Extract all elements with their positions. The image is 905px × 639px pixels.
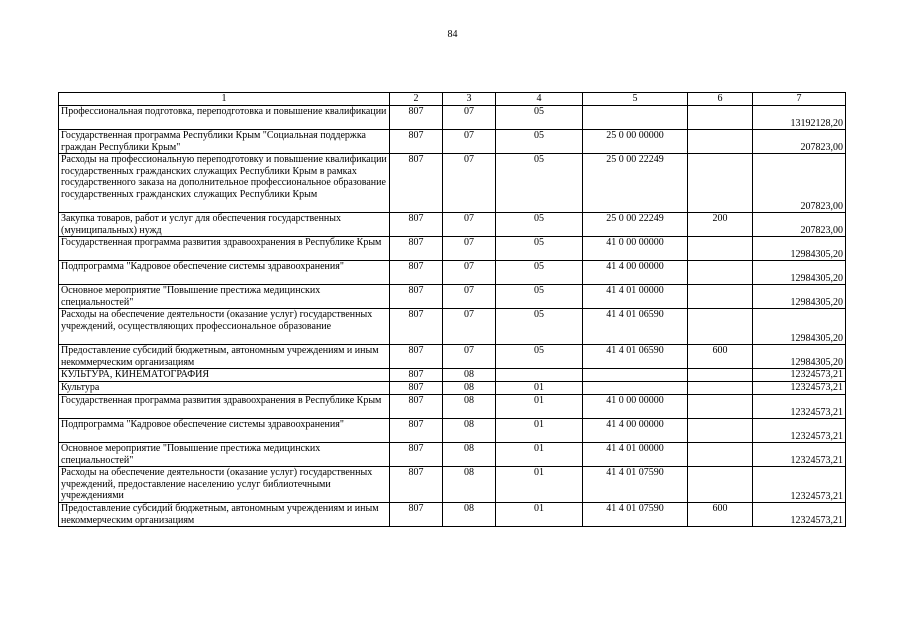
table-row [59, 443, 846, 467]
row-sum-cell: 12324573,21 [753, 467, 846, 503]
row-code-cell: 01 [496, 395, 583, 419]
row-name-cell: Основное мероприятие "Повышение престижа медицинских специальностей" [59, 443, 390, 467]
row-name-cell: Государственная программа Республики Крым "Социальная поддержка граждан Республики Крым" [59, 130, 390, 154]
row-code-cell: 01 [496, 503, 583, 527]
row-code-cell: 600 [688, 345, 753, 369]
row-sum-cell: 12984305,20 [753, 285, 846, 309]
row-sum-cell: 12324573,21 [753, 395, 846, 419]
row-name-cell: КУЛЬТУРА, КИНЕМАТОГРАФИЯ [59, 369, 390, 382]
table-row [59, 345, 846, 369]
header-cell: 4 [496, 93, 583, 106]
row-code-cell: 807 [390, 130, 443, 154]
row-code-cell: 01 [496, 443, 583, 467]
row-code-cell [688, 395, 753, 419]
row-code-cell: 807 [390, 382, 443, 395]
row-code-cell: 41 4 01 06590 [583, 345, 688, 369]
row-code-cell [496, 369, 583, 382]
row-code-cell: 05 [496, 106, 583, 130]
table-row [59, 382, 846, 395]
row-code-cell: 05 [496, 345, 583, 369]
row-code-cell: 08 [443, 467, 496, 503]
row-code-cell: 07 [443, 345, 496, 369]
header-cell: 1 [59, 93, 390, 106]
table-row [59, 237, 846, 261]
row-code-cell: 807 [390, 419, 443, 443]
header-cell: 7 [753, 93, 846, 106]
row-code-cell: 08 [443, 443, 496, 467]
row-code-cell: 807 [390, 369, 443, 382]
row-code-cell: 807 [390, 237, 443, 261]
budget-table [58, 92, 846, 527]
row-code-cell: 08 [443, 369, 496, 382]
header-cell: 3 [443, 93, 496, 106]
row-sum-cell: 207823,00 [753, 130, 846, 154]
row-code-cell: 807 [390, 467, 443, 503]
row-sum-cell: 12324573,21 [753, 503, 846, 527]
row-code-cell: 07 [443, 309, 496, 345]
row-code-cell: 807 [390, 261, 443, 285]
row-code-cell: 08 [443, 503, 496, 527]
table-row [59, 154, 846, 213]
row-code-cell [688, 106, 753, 130]
row-code-cell: 41 4 01 06590 [583, 309, 688, 345]
table-body [59, 106, 846, 527]
table-row [59, 213, 846, 237]
row-code-cell [688, 443, 753, 467]
header-cell: 2 [390, 93, 443, 106]
row-code-cell: 08 [443, 395, 496, 419]
row-code-cell: 01 [496, 419, 583, 443]
row-sum-cell: 207823,00 [753, 213, 846, 237]
row-code-cell: 01 [496, 382, 583, 395]
row-code-cell: 05 [496, 213, 583, 237]
row-sum-cell: 12324573,21 [753, 382, 846, 395]
table-row [59, 395, 846, 419]
row-sum-cell: 12324573,21 [753, 419, 846, 443]
table-row [59, 106, 846, 130]
row-name-cell: Основное мероприятие "Повышение престижа медицинских специальностей" [59, 285, 390, 309]
row-code-cell [688, 309, 753, 345]
row-code-cell: 807 [390, 106, 443, 130]
row-code-cell: 25 0 00 22249 [583, 213, 688, 237]
table-row [59, 369, 846, 382]
row-code-cell [688, 369, 753, 382]
row-sum-cell: 12324573,21 [753, 443, 846, 467]
table-row [59, 285, 846, 309]
row-code-cell: 807 [390, 154, 443, 213]
table-row [59, 503, 846, 527]
row-code-cell: 41 0 00 00000 [583, 237, 688, 261]
row-name-cell: Предоставление субсидий бюджетным, автономным учреждениям и иным некоммерческим организациям [59, 345, 390, 369]
row-code-cell: 41 4 01 00000 [583, 285, 688, 309]
row-code-cell: 07 [443, 106, 496, 130]
table-row [59, 419, 846, 443]
row-name-cell: Профессиональная подготовка, переподготовка и повышение квалификации [59, 106, 390, 130]
row-name-cell: Закупка товаров, работ и услуг для обеспечения государственных (муниципальных) нужд [59, 213, 390, 237]
row-code-cell: 807 [390, 395, 443, 419]
row-code-cell: 08 [443, 419, 496, 443]
row-code-cell [688, 154, 753, 213]
row-name-cell: Расходы на профессиональную переподготовку и повышение квалификации государственных гражданских служащих Республики Крым в рамках государственного заказа на дополнительное профессиональное образование государственных гражданских служащих Республики Крым [59, 154, 390, 213]
row-code-cell: 25 0 00 00000 [583, 130, 688, 154]
row-code-cell: 07 [443, 130, 496, 154]
row-code-cell [583, 382, 688, 395]
row-code-cell: 01 [496, 467, 583, 503]
row-name-cell: Предоставление субсидий бюджетным, автономным учреждениям и иным некоммерческим организациям [59, 503, 390, 527]
row-code-cell [688, 419, 753, 443]
row-code-cell [688, 382, 753, 395]
row-name-cell: Культура [59, 382, 390, 395]
row-code-cell [688, 261, 753, 285]
page-number: 84 [447, 29, 458, 40]
row-code-cell: 807 [390, 285, 443, 309]
row-code-cell: 41 4 00 00000 [583, 261, 688, 285]
row-name-cell: Государственная программа развития здравоохранения в Республике Крым [59, 395, 390, 419]
row-code-cell: 07 [443, 237, 496, 261]
row-code-cell: 41 0 00 00000 [583, 395, 688, 419]
row-code-cell: 07 [443, 213, 496, 237]
table-row [59, 130, 846, 154]
row-sum-cell: 12984305,20 [753, 237, 846, 261]
row-code-cell: 807 [390, 443, 443, 467]
row-code-cell: 600 [688, 503, 753, 527]
row-sum-cell: 207823,00 [753, 154, 846, 213]
row-code-cell: 807 [390, 345, 443, 369]
row-code-cell: 05 [496, 261, 583, 285]
row-code-cell: 41 4 01 07590 [583, 467, 688, 503]
row-name-cell: Подпрограмма "Кадровое обеспечение системы здравоохранения" [59, 419, 390, 443]
row-code-cell [688, 237, 753, 261]
row-code-cell: 25 0 00 22249 [583, 154, 688, 213]
row-code-cell: 07 [443, 261, 496, 285]
table-row [59, 467, 846, 503]
row-code-cell [688, 130, 753, 154]
row-sum-cell: 13192128,20 [753, 106, 846, 130]
row-code-cell: 807 [390, 309, 443, 345]
row-sum-cell: 12984305,20 [753, 261, 846, 285]
row-code-cell [583, 369, 688, 382]
row-sum-cell: 12984305,20 [753, 345, 846, 369]
row-code-cell: 05 [496, 130, 583, 154]
row-code-cell [583, 106, 688, 130]
row-code-cell [688, 285, 753, 309]
row-code-cell: 05 [496, 237, 583, 261]
row-sum-cell: 12984305,20 [753, 309, 846, 345]
row-name-cell: Подпрограмма "Кадровое обеспечение системы здравоохранения" [59, 261, 390, 285]
row-code-cell: 08 [443, 382, 496, 395]
row-code-cell: 200 [688, 213, 753, 237]
header-cell: 6 [688, 93, 753, 106]
row-code-cell: 41 4 00 00000 [583, 419, 688, 443]
row-code-cell: 05 [496, 154, 583, 213]
row-name-cell: Расходы на обеспечение деятельности (оказание услуг) государственных учреждений, предоставление населению услуг библиотечными учреждениями [59, 467, 390, 503]
row-code-cell: 41 4 01 07590 [583, 503, 688, 527]
row-code-cell: 07 [443, 154, 496, 213]
row-code-cell: 807 [390, 213, 443, 237]
header-cell: 5 [583, 93, 688, 106]
row-name-cell: Расходы на обеспечение деятельности (оказание услуг) государственных учреждений, осуществляющих профессиональное образование [59, 309, 390, 345]
table-row [59, 309, 846, 345]
row-code-cell: 807 [390, 503, 443, 527]
row-code-cell [688, 467, 753, 503]
table-row [59, 261, 846, 285]
row-sum-cell: 12324573,21 [753, 369, 846, 382]
row-code-cell: 05 [496, 309, 583, 345]
row-code-cell: 07 [443, 285, 496, 309]
row-name-cell: Государственная программа развития здравоохранения в Республике Крым [59, 237, 390, 261]
row-code-cell: 41 4 01 00000 [583, 443, 688, 467]
header-row [59, 93, 846, 106]
row-code-cell: 05 [496, 285, 583, 309]
